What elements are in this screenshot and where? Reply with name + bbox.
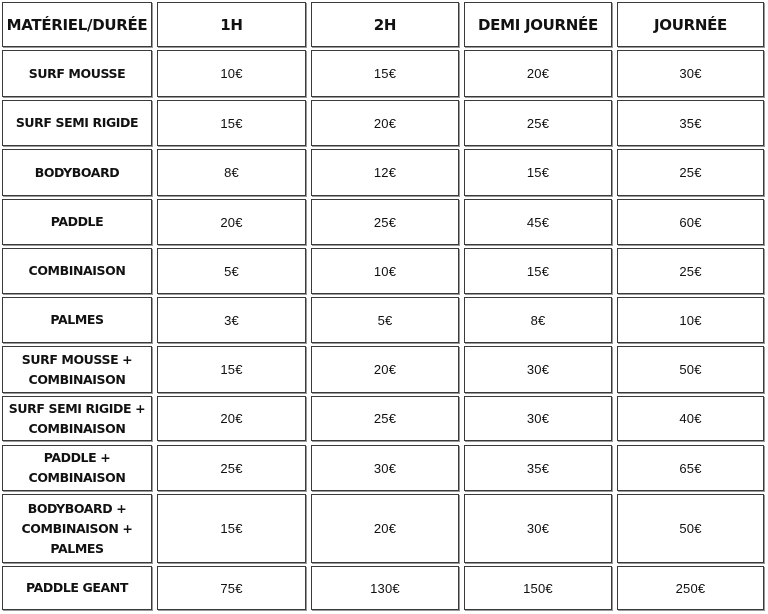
price-cell: 40€ (617, 396, 764, 441)
price-cell: 8€ (157, 149, 306, 196)
header-half-day: DEMI JOURNÉE (464, 2, 612, 47)
price-cell: 25€ (157, 445, 306, 491)
price-cell: 15€ (157, 346, 306, 393)
row-label: BODYBOARD (2, 149, 152, 196)
price-cell: 20€ (157, 199, 306, 245)
price-cell: 3€ (157, 297, 306, 343)
price-cell: 25€ (464, 100, 612, 146)
price-cell: 25€ (617, 248, 764, 294)
header-1h: 1H (157, 2, 306, 47)
row-label: BODYBOARD + COMBINAISON + PALMES (2, 494, 152, 563)
price-cell: 10€ (617, 297, 764, 343)
row-label: PALMES (2, 297, 152, 343)
price-cell: 50€ (617, 346, 764, 393)
price-cell: 30€ (464, 396, 612, 441)
price-cell: 45€ (464, 199, 612, 245)
price-cell: 60€ (617, 199, 764, 245)
price-cell: 25€ (617, 149, 764, 196)
price-cell: 25€ (311, 199, 459, 245)
header-2h: 2H (311, 2, 459, 47)
price-cell: 65€ (617, 445, 764, 491)
price-cell: 130€ (311, 566, 459, 610)
row-label: SURF MOUSSE + COMBINAISON (2, 346, 152, 393)
row-label: PADDLE (2, 199, 152, 245)
row-label: COMBINAISON (2, 248, 152, 294)
price-cell: 35€ (617, 100, 764, 146)
price-cell: 8€ (464, 297, 612, 343)
price-cell: 30€ (464, 346, 612, 393)
price-cell: 10€ (157, 50, 306, 97)
price-cell: 15€ (464, 248, 612, 294)
price-cell: 20€ (311, 346, 459, 393)
row-label: PADDLE GEANT (2, 566, 152, 610)
price-cell: 150€ (464, 566, 612, 610)
price-cell: 12€ (311, 149, 459, 196)
price-cell: 30€ (311, 445, 459, 491)
row-label: SURF MOUSSE (2, 50, 152, 97)
header-material-duration: MATÉRIEL/DURÉE (2, 2, 152, 47)
price-cell: 50€ (617, 494, 764, 563)
price-cell: 30€ (464, 494, 612, 563)
price-cell: 10€ (311, 248, 459, 294)
price-cell: 35€ (464, 445, 612, 491)
price-cell: 20€ (464, 50, 612, 97)
row-label: SURF SEMI RIGIDE (2, 100, 152, 146)
price-cell: 25€ (311, 396, 459, 441)
price-cell: 75€ (157, 566, 306, 610)
price-cell: 5€ (157, 248, 306, 294)
price-cell: 15€ (464, 149, 612, 196)
row-label: SURF SEMI RIGIDE + COMBINAISON (2, 396, 152, 441)
price-cell: 5€ (311, 297, 459, 343)
price-cell: 15€ (311, 50, 459, 97)
price-cell: 20€ (157, 396, 306, 441)
price-cell: 15€ (157, 100, 306, 146)
price-cell: 20€ (311, 100, 459, 146)
header-full-day: JOURNÉE (617, 2, 764, 47)
price-cell: 20€ (311, 494, 459, 563)
row-label: PADDLE + COMBINAISON (2, 445, 152, 491)
price-cell: 30€ (617, 50, 764, 97)
price-cell: 15€ (157, 494, 306, 563)
price-cell: 250€ (617, 566, 764, 610)
